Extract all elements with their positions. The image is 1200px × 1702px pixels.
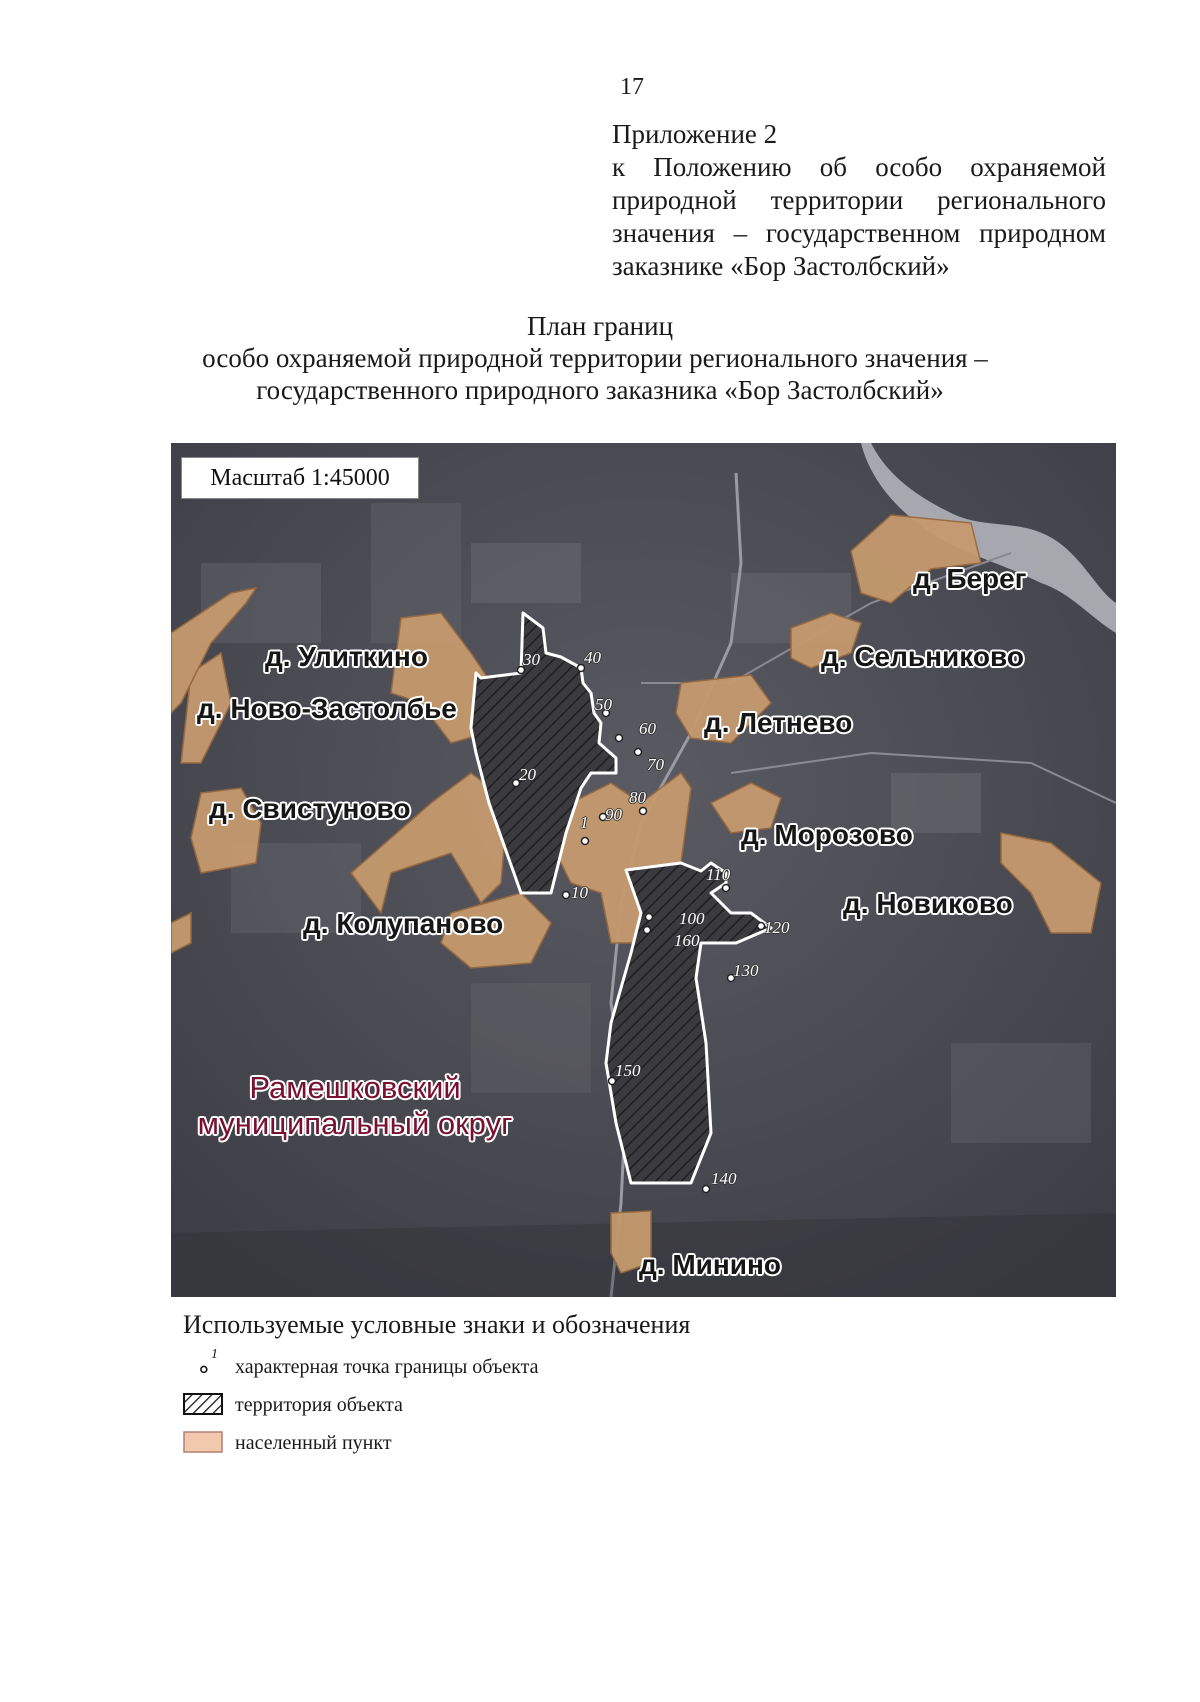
boundary-point [616,735,623,742]
point-label-100: 100 [679,909,705,928]
point-label-40: 40 [584,648,601,667]
boundary-point [640,808,647,815]
legend-point-label: характерная точка границы объекта [235,1356,539,1378]
title-line-3: государственного природного заказника «Бор Застолбский» [256,375,944,405]
legend-point-superscript: 1 [211,1347,218,1362]
hatched-territory-icon [183,1393,223,1415]
point-label-30: 30 [523,650,540,669]
boundary-point [723,885,730,892]
point-label-150: 150 [615,1061,641,1080]
village-label-ulitkino: д. Улиткино [265,641,428,672]
district-label [175,1070,535,1142]
boundary-map [171,443,1116,1297]
point-label-140: 140 [711,1169,737,1188]
title-line-2: особо охраняемой природной территории регионального значения – [202,343,988,373]
village-label-selnikovo: д. Сельниково [821,641,1024,672]
appendix-line-3: природной территории регионального [612,185,1106,215]
village-label-minino: д. Минино [639,1249,782,1280]
settlement-swatch-icon [183,1431,223,1453]
point-label-1: 1 [580,813,589,832]
point-label-120: 120 [764,918,790,937]
point-label-130: 130 [733,961,759,980]
title-line-1: План границ [526,311,674,341]
point-label-110: 110 [706,865,731,884]
boundary-point [703,1186,710,1193]
village-label-novikovo: д. Новиково [843,888,1013,919]
village-label-kolupanovo: д. Колупаново [303,908,504,939]
appendix-block [612,118,1106,283]
village-label-letnevo: д. Летнево [704,707,853,738]
boundary-point [646,914,653,921]
district-line-1: Рамешковский [249,1070,461,1105]
boundary-point [563,892,570,899]
scale-label: Масштаб 1:45000 [181,457,419,499]
legend-settlement-label: населенный пункт [235,1432,392,1454]
point-label-90: 90 [605,805,622,824]
village-label-novo-zastolbye: д. Ново-Застолбье [197,693,457,724]
point-label-20: 20 [519,765,536,784]
point-label-160: 160 [674,931,700,950]
village-label-morozovo: д. Морозово [741,819,913,850]
village-label-bereg: д. Берег [913,563,1027,594]
legend-territory-label: территория объекта [235,1394,403,1416]
appendix-line-4: значения – государственном природном [612,218,1106,248]
legend-title: Используемые условные знаки и обозначения [183,1310,691,1339]
boundary-point [582,838,589,845]
point-label-80: 80 [629,788,646,807]
page-number: 17 [620,74,644,100]
appendix-line-2: к Положению об особо охраняемой [612,152,1106,182]
appendix-line-1: Приложение 2 [612,119,778,149]
appendix-line-5: заказнике «Бор Застолбский» [612,251,950,281]
boundary-point [644,927,651,934]
point-label-60: 60 [639,719,656,738]
point-label-50: 50 [595,695,612,714]
boundary-point [635,749,642,756]
village-label-svistunovo: д. Свистуново [209,793,411,824]
district-line-2: муниципальный округ [197,1106,513,1141]
point-label-70: 70 [647,755,664,774]
document-title [0,310,1200,406]
point-label-10: 10 [571,883,588,902]
